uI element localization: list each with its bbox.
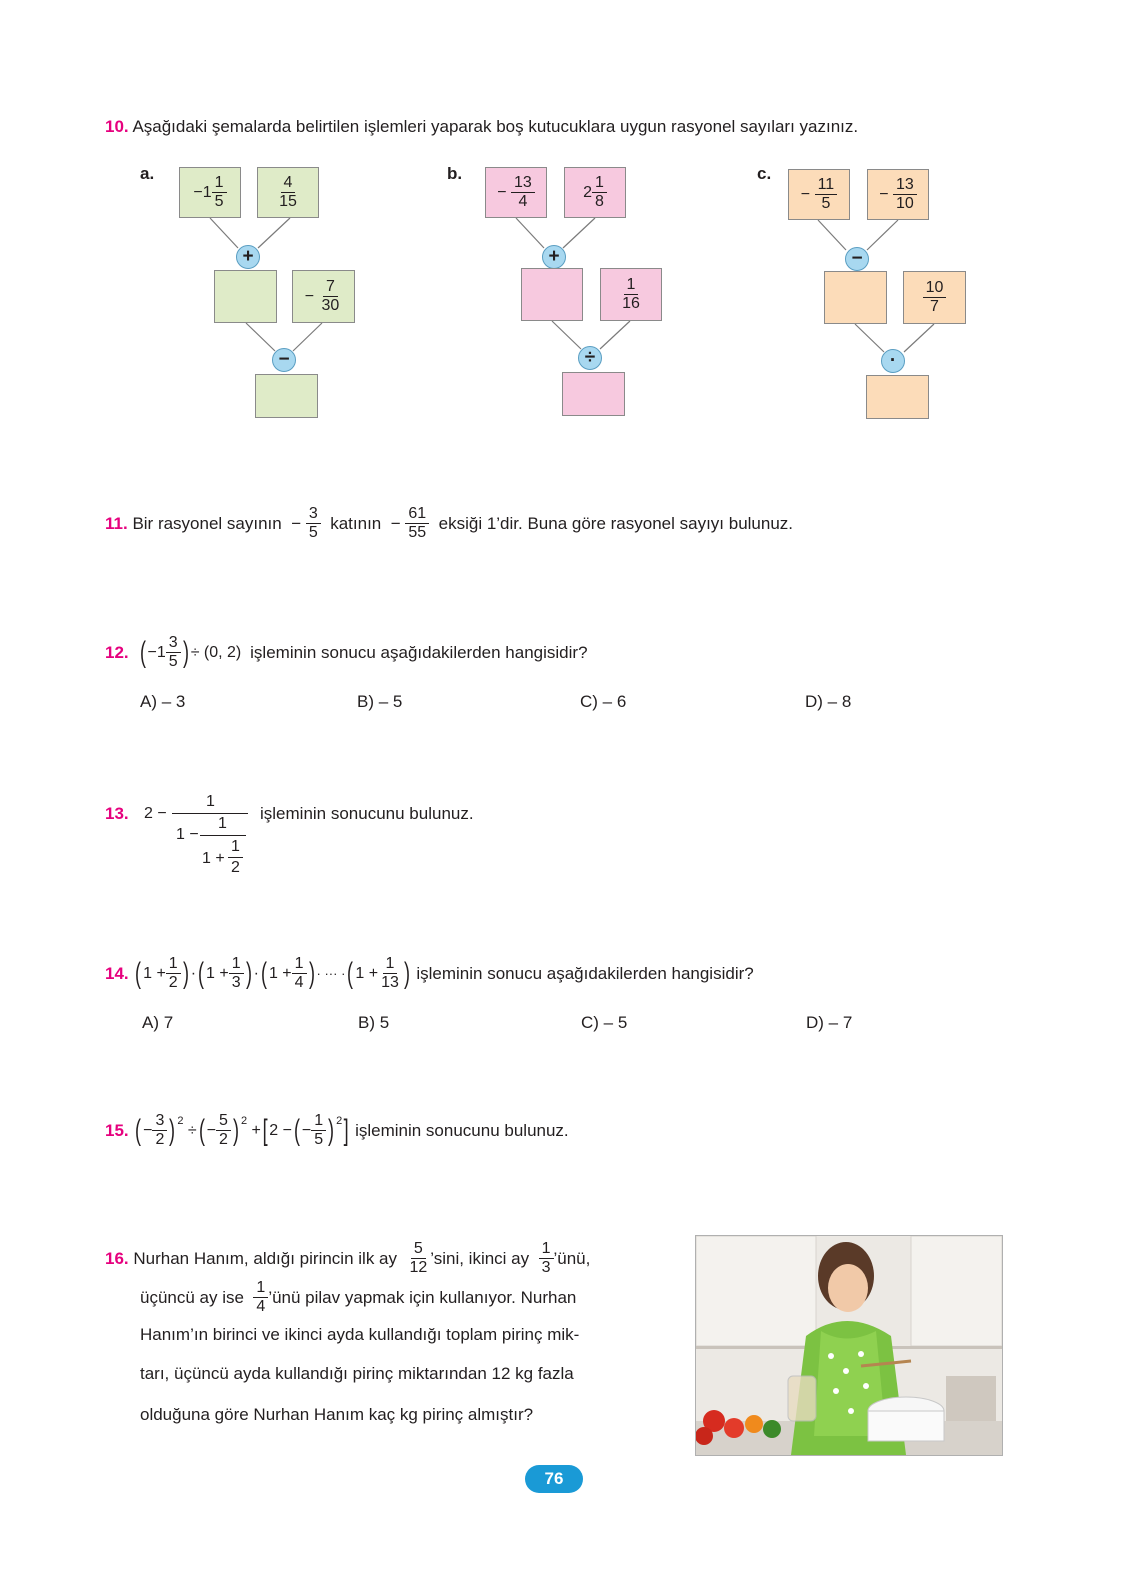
q14-frac2: [229, 955, 244, 992]
q14-choice-d[interactable]: D) – 7: [806, 1013, 853, 1032]
q11-frac2-sign: −: [390, 513, 401, 533]
numerator: 4: [281, 174, 296, 193]
diagram-a-answer-box1[interactable]: [214, 270, 277, 323]
paren-open: (: [293, 1113, 300, 1147]
q13-numerator-3: 1: [231, 838, 240, 855]
denominator: 2: [155, 1131, 165, 1148]
numerator: 1: [166, 955, 181, 974]
q11-text2: katının: [330, 513, 382, 533]
q15-div: ÷: [187, 1121, 197, 1139]
q11-frac1-sign: −: [291, 513, 302, 533]
denominator: 12: [409, 1259, 428, 1276]
denominator: 15: [279, 193, 297, 210]
q12-choice-b[interactable]: B) – 5: [357, 692, 403, 711]
paren-close: ): [182, 956, 189, 990]
q14-choice-a[interactable]: A) 7: [142, 1013, 174, 1032]
paren-open: (: [260, 956, 267, 990]
diagram-a-minus-operator: −: [272, 348, 296, 372]
q14-onep: 1 +: [355, 964, 379, 982]
q15-frac1: [152, 1112, 167, 1149]
diagram-b-box1: [485, 167, 547, 218]
numerator: 1: [292, 955, 307, 974]
q15-text: işleminin sonucunu bulunuz.: [355, 1120, 569, 1140]
q16-l1a: Nurhan Hanım, aldığı pirincin ilk ay: [133, 1248, 397, 1268]
q16-line5: olduğuna göre Nurhan Hanım kaç kg pirinç almıştır?: [140, 1405, 534, 1424]
whole: −1: [193, 183, 212, 201]
q14-onep: 1 +: [268, 964, 292, 982]
numerator: 3: [166, 634, 181, 653]
exponent: 2: [336, 1114, 343, 1127]
diagram-b-plus-operator: +: [542, 245, 566, 269]
q11-line: [105, 505, 793, 542]
q10-number: 10.: [105, 117, 129, 136]
q12-line: [105, 634, 588, 671]
sign: −: [800, 185, 811, 203]
diagram-b-box3: [600, 268, 662, 321]
denominator: 5: [168, 653, 178, 670]
q12-text: işleminin sonucu aşağıdakilerden hangisidir?: [250, 642, 588, 662]
numerator: 1: [539, 1240, 554, 1259]
numerator: 1: [592, 174, 607, 193]
q14-choice-b[interactable]: B) 5: [358, 1013, 390, 1032]
denominator: 5: [308, 524, 318, 541]
paren-open: (: [198, 1113, 205, 1147]
q13-denominator-2: 2: [231, 859, 240, 876]
q16-line3: Hanım’ın birinci ve ikinci ayda kullandığı toplam pirinç mik-: [140, 1325, 580, 1344]
q14-frac1: [166, 955, 181, 992]
numerator: 1: [383, 955, 398, 974]
q16-frac2: [539, 1240, 554, 1277]
diagram-b-answer-box2[interactable]: [562, 372, 625, 416]
denominator: 13: [381, 974, 399, 991]
q16-l2b: ’ünü pilav yapmak için kullanıyor. Nurhan: [268, 1287, 577, 1307]
q15-plus: +: [251, 1121, 261, 1139]
paren-close: ): [232, 1113, 239, 1147]
q12-tail: ÷ (0, 2): [190, 643, 242, 661]
q14-text: işleminin sonucu aşağıdakilerden hangisidir?: [416, 963, 754, 983]
q10-text: Aşağıdaki şemalarda belirtilen işlemleri yaparak boş kutucuklara uygun rasyonel sayıları yazınız.: [132, 117, 859, 136]
q15-two-minus: 2 −: [269, 1121, 292, 1139]
sign: −: [497, 183, 507, 201]
q12-whole: −1: [147, 643, 166, 661]
paren-close: ): [182, 635, 189, 669]
denominator: 3: [541, 1259, 551, 1276]
q11-text3: eksiği 1’dir. Buna göre rasyonel sayıyı bulunuz.: [438, 513, 794, 533]
denominator: 30: [321, 297, 340, 314]
q11-frac2: [405, 505, 429, 542]
diagram-c-answer-box2[interactable]: [866, 375, 929, 419]
numerator: 5: [216, 1112, 231, 1131]
q14-number: 14.: [105, 963, 129, 983]
diagram-c-box3: [903, 271, 966, 324]
numerator: 1: [253, 1279, 268, 1298]
paren-open: (: [139, 635, 146, 669]
q13-one-minus: 1 −: [176, 826, 199, 843]
q12-choice-c[interactable]: C) – 6: [580, 692, 627, 711]
q13-main-fraction-bar: [172, 813, 248, 814]
numerator: 1: [311, 1112, 326, 1131]
diagram-b-divide-operator: ÷: [578, 346, 602, 370]
denominator: 2: [168, 974, 178, 991]
numerator: 13: [511, 174, 535, 193]
q11-number: 11.: [105, 513, 128, 533]
q16-line2: [140, 1279, 576, 1316]
numerator: 13: [893, 176, 917, 195]
numerator: 1: [212, 174, 227, 193]
q16-frac3: [253, 1279, 268, 1316]
diagram-a-box1: [179, 167, 241, 218]
q16-line1: [105, 1240, 590, 1277]
denominator: 3: [231, 974, 241, 991]
paren-open: (: [198, 956, 205, 990]
numerator: 11: [815, 176, 838, 195]
denominator: 16: [622, 295, 640, 312]
diagram-b-label: b.: [447, 164, 463, 183]
diagram-a-answer-box2[interactable]: [255, 374, 318, 418]
q12-number: 12.: [105, 642, 129, 662]
exponent: 2: [240, 1114, 248, 1127]
q15-frac2: [216, 1112, 231, 1149]
bracket-open: [: [262, 1113, 268, 1147]
q11-frac1: [306, 505, 321, 542]
q15-minus: −: [301, 1121, 312, 1139]
denominator: 5: [314, 1131, 324, 1148]
bracket-close: ]: [343, 1113, 349, 1147]
q13-numerator-2: 1: [218, 815, 227, 832]
numerator: 61: [405, 505, 429, 524]
whole: 2: [583, 183, 592, 201]
q12-choice-d[interactable]: D) – 8: [805, 692, 852, 711]
cooking-illustration: [696, 1236, 1002, 1455]
denominator: 5: [214, 193, 224, 210]
paren-close: ): [403, 956, 410, 990]
numerator: 10: [923, 279, 947, 298]
q13-two-minus: 2 −: [144, 805, 167, 822]
diagram-c-box2: [867, 169, 929, 220]
denominator: 10: [896, 195, 914, 212]
q14-choice-c[interactable]: C) – 5: [581, 1013, 628, 1032]
q16-line4: tarı, üçüncü ayda kullandığı pirinç miktarından 12 kg fazla: [140, 1364, 574, 1383]
paren-close: ): [245, 956, 252, 990]
numerator: 3: [152, 1112, 167, 1131]
q15-minus: −: [206, 1121, 217, 1139]
paren-close: ): [328, 1113, 335, 1147]
cooking-photo: [695, 1235, 1003, 1456]
q12-frac: [166, 634, 181, 671]
denominator: 2: [219, 1131, 228, 1148]
q13-one-plus: 1 +: [202, 850, 225, 867]
numerator: 1: [229, 955, 244, 974]
numerator: 3: [306, 505, 321, 524]
paren-close: ): [308, 956, 315, 990]
q13-number: 13.: [105, 804, 129, 823]
denominator: 4: [518, 193, 528, 210]
paren-open: (: [347, 956, 354, 990]
sign: −: [304, 287, 315, 305]
diagram-c-label: c.: [757, 164, 772, 183]
diagram-a-box3: [292, 270, 355, 323]
q14-onep: 1 +: [143, 964, 166, 982]
diagram-c-minus-operator: −: [845, 247, 869, 271]
numerator: 7: [323, 278, 338, 297]
paren-close: ): [169, 1113, 176, 1147]
q15-minus: −: [143, 1121, 153, 1139]
exponent: 2: [177, 1114, 184, 1127]
q14-onep: 1 +: [206, 964, 229, 982]
q15-number: 15.: [105, 1120, 129, 1140]
q14-frac4: [378, 955, 402, 992]
q13-numerator-1: 1: [206, 793, 215, 810]
q14-frac3: [292, 955, 307, 992]
q12-choice-a[interactable]: A) – 3: [140, 692, 186, 711]
q13-inner-fraction-bar: [200, 835, 246, 836]
diagram-b-answer-box1[interactable]: [521, 268, 583, 321]
sign: −: [879, 185, 889, 203]
q16-frac1: [406, 1240, 430, 1277]
denominator: 4: [256, 1298, 266, 1315]
diagram-a-box2: [257, 167, 319, 218]
q14-dots: · ··· ·: [316, 966, 346, 981]
q15-line: [105, 1112, 569, 1149]
paren-open: (: [135, 1113, 142, 1147]
denominator: 4: [294, 974, 304, 991]
denominator: 55: [408, 524, 427, 541]
q13-innermost-fraction-bar: [228, 857, 243, 858]
page-number: 76: [525, 1465, 583, 1493]
q11-text1: Bir rasyonel sayının: [132, 513, 282, 533]
diagram-c-box1: [788, 169, 850, 220]
denominator: 7: [930, 298, 939, 315]
numerator: 1: [624, 276, 639, 295]
q15-frac3: [311, 1112, 326, 1149]
diagram-c-answer-box1[interactable]: [824, 271, 887, 324]
denominator: 8: [595, 193, 604, 210]
q16-number: 16.: [105, 1248, 129, 1268]
diagram-a-label: a.: [140, 164, 155, 183]
q16-l1b: ’sini, ikinci ay: [430, 1248, 530, 1268]
q16-l1c: ’ünü,: [553, 1248, 591, 1268]
q13-text: işleminin sonucunu bulunuz.: [260, 804, 474, 823]
paren-open: (: [135, 956, 142, 990]
denominator: 5: [821, 195, 831, 212]
q16-l2a: üçüncü ay ise: [140, 1287, 244, 1307]
diagram-b-box2: [564, 167, 626, 218]
diagram-c-multiply-operator: ·: [881, 349, 905, 373]
diagram-a-plus-operator: +: [236, 245, 260, 269]
numerator: 5: [411, 1240, 426, 1259]
q14-line: 14. ( 1 + $\frac{1}{2}$ ) · ( 1 + $\frac{1}{3}$ ) · ( 1 + $\frac{1}{4}$ ) · ··· · ( 1 + $\frac{1}{13}$ ) işleminin sonucu aşağıdakilerden hangisidir?: [105, 955, 754, 991]
